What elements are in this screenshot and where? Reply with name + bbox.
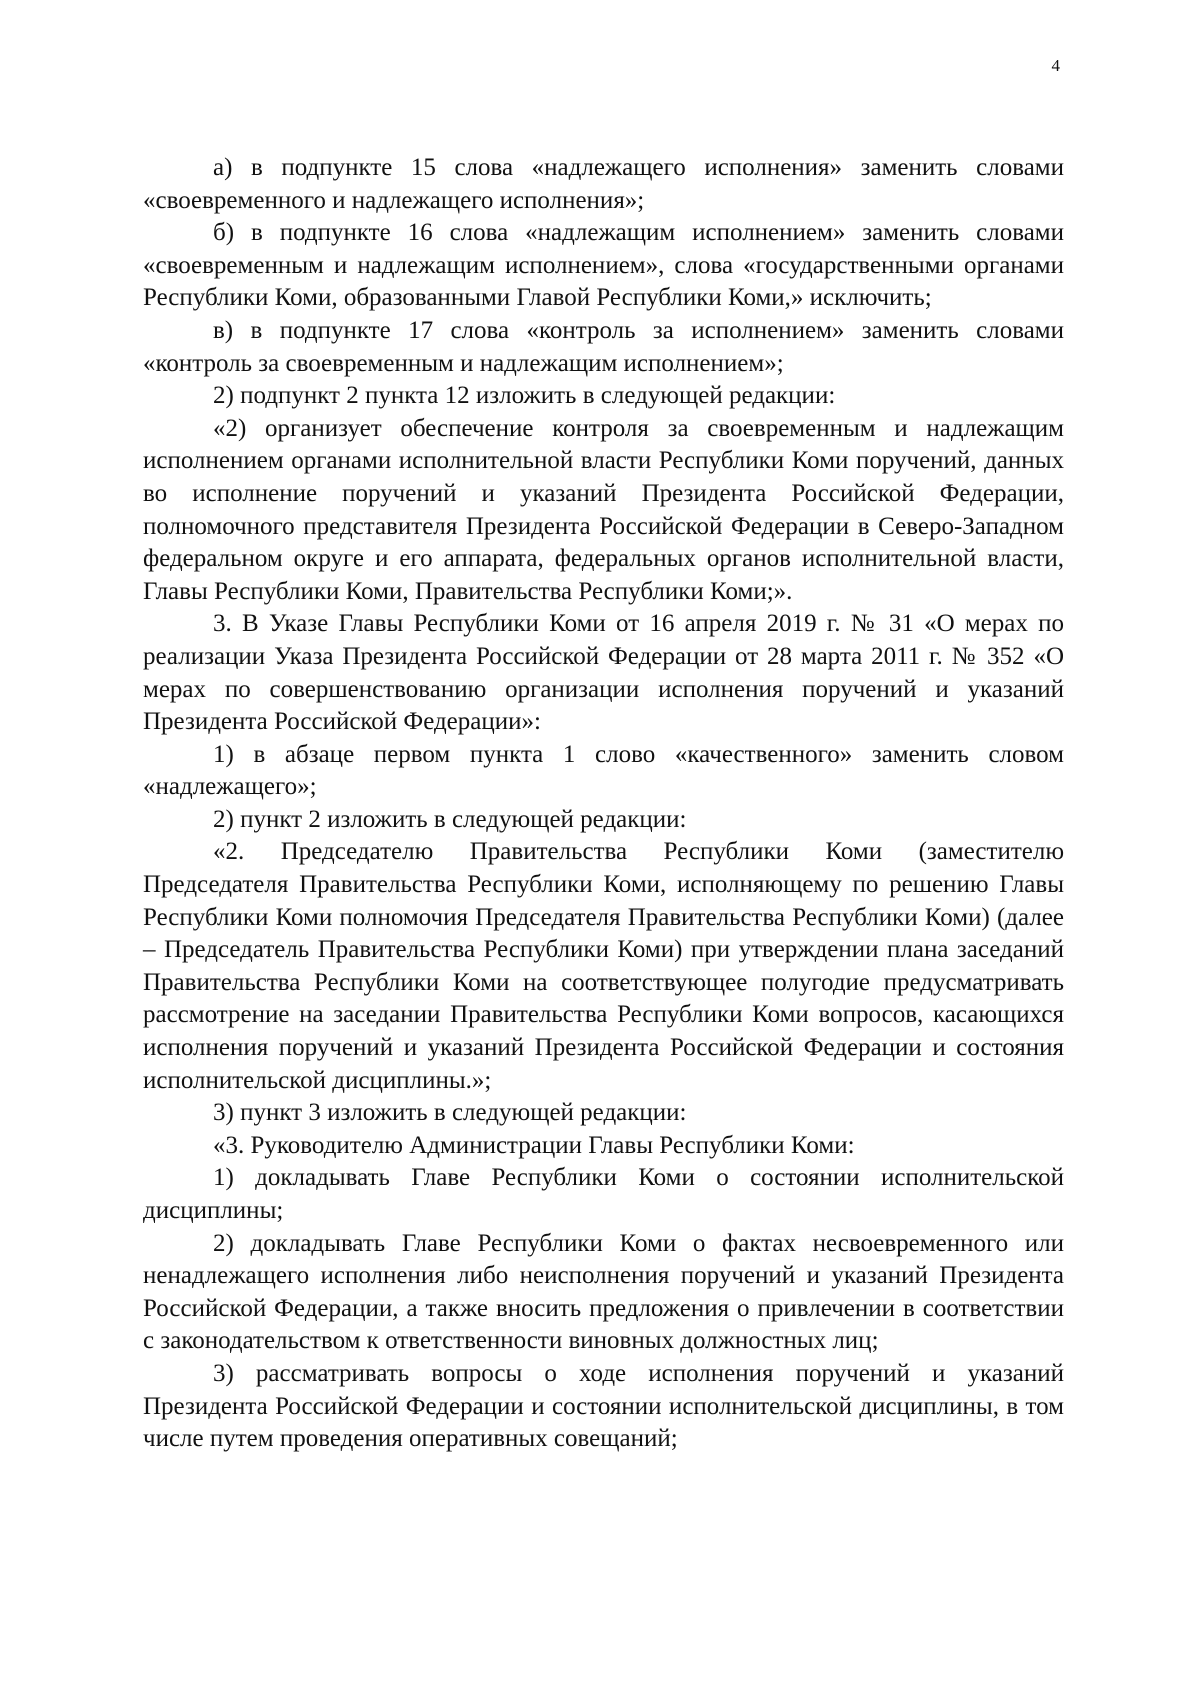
page-number: 4 [1051, 56, 1060, 75]
paragraph-section-3-item-2-text: «2. Председателю Правительства Республики Коми (заместителю Председателя Правительства Республики Коми, исполняющему по решению Главы Республики Коми полномочия Председателя Правительства Республики Коми) (далее – Председатель Правительства Республики Коми) при утверждении плана заседаний Правительства Республики Коми на соответствующее полугодие предусматривать рассмотрение на заседании Правительства Республики Коми вопросов, касающихся исполнения поручений и указаний Президента Российской Федерации и состояния исполнительской дисциплины.»; [143, 838, 1064, 1094]
paragraph-section-3-item-3-heading: «3. Руководителю Администрации Главы Республики Коми: [213, 1131, 855, 1159]
paragraph-section-3-item-2: 2) пункт 2 изложить в следующей редакции: [213, 805, 687, 833]
paragraph-subpoint-a: а) в подпункте 15 слова «надлежащего исполнения» заменить словами «своевременного и надлежащего исполнения»; [143, 154, 1064, 214]
document-body [143, 152, 1064, 1456]
paragraph-section-3-item-3: 3) пункт 3 изложить в следующей редакции: [213, 1099, 687, 1127]
paragraph-duty-1: 1) докладывать Главе Республики Коми о состоянии исполнительской дисциплины; [143, 1164, 1064, 1224]
paragraph-duty-2: 2) докладывать Главе Республики Коми о фактах несвоевременного или ненадлежащего исполнения либо неисполнения поручений и указаний Президента Российской Федерации, а также вносить предложения о привлечении в соответствии с законодательством к ответственности виновных должностных лиц; [143, 1229, 1064, 1355]
paragraph-item-2: 2) подпункт 2 пункта 12 изложить в следующей редакции: [213, 382, 836, 410]
paragraph-section-3-item-1: 1) в абзаце первом пункта 1 слово «качественного» заменить словом «надлежащего»; [143, 740, 1064, 801]
paragraph-duty-3: 3) рассматривать вопросы о ходе исполнения поручений и указаний Президента Российской Федерации и состоянии исполнительской дисциплины, в том числе путем проведения оперативных совещаний; [143, 1359, 1064, 1453]
paragraph-item-2-text: «2) организует обеспечение контроля за своевременным и надлежащим исполнением органами исполнительной власти Республики Коми поручений, данных во исполнение поручений и указаний Президента Российской Федерации, полномочного представителя Президента Российской Федерации в Северо-Западном федеральном округе и его аппарата, федеральных органов исполнительной власти, Главы Республики Коми, Правительства Республики Коми;». [143, 414, 1064, 605]
paragraph-section-3: 3. В Указе Главы Республики Коми от 16 апреля 2019 г. № 31 «О мерах по реализации Указа Президента Российской Федерации от 28 марта 2011 г. № 352 «О мерах по совершенствованию организации исполнения поручений и указаний Президента Российской Федерации»: [143, 610, 1064, 736]
paragraph-subpoint-v: в) в подпункте 17 слова «контроль за исполнением» заменить словами «контроль за своевременным и надлежащим исполнением»; [143, 316, 1064, 377]
paragraph-subpoint-b: б) в подпункте 16 слова «надлежащим исполнением» заменить словами «своевременным и надлежащим исполнением», слова «государственными органами Республики Коми, образованными Главой Республики Коми,» исключить; [143, 219, 1064, 312]
